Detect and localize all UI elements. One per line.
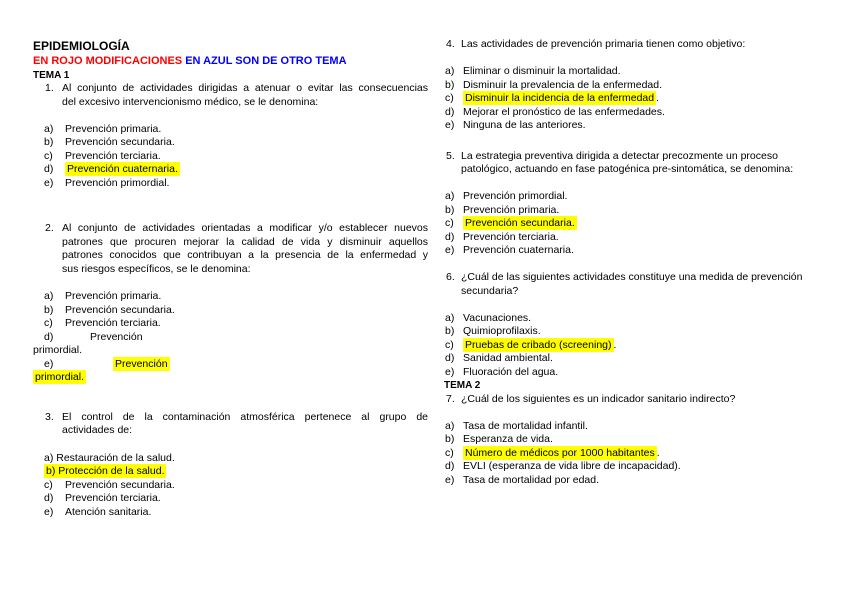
question-3 xyxy=(33,411,433,452)
option-row xyxy=(444,474,844,488)
question-7-options xyxy=(444,420,844,488)
question-text xyxy=(461,271,833,312)
question-line: patrones conocidos que contribuyan a la presencia de la enfermedad y xyxy=(62,249,428,261)
option-text: Prevención secundaria. xyxy=(65,303,175,316)
question-line: patológico, actuando en fase patogénica pre-sintomática, se denomina: xyxy=(461,163,794,175)
option-letter: b) xyxy=(445,433,455,445)
option-row xyxy=(33,492,433,506)
option-letter: b) xyxy=(445,78,455,91)
question-number: 5. xyxy=(446,149,455,162)
option-row xyxy=(33,290,433,304)
option-text xyxy=(113,358,433,372)
option-row-highlighted xyxy=(444,339,844,353)
question-line: Al conjunto de actividades orientadas a modificar y/o establecer nuevos xyxy=(62,222,428,234)
option-letter: d) xyxy=(445,105,455,118)
option-row xyxy=(444,244,844,258)
option-letter: b) xyxy=(44,136,54,148)
option-row xyxy=(33,331,433,345)
legend-red-text: EN ROJO MODIFICACIONES xyxy=(33,55,183,67)
option-text: Prevención primaria. xyxy=(65,122,162,135)
option-text: Prevención secundaria. xyxy=(65,478,175,491)
question-line: sus riesgos específicos, se le denomina: xyxy=(62,262,251,275)
option-row xyxy=(33,304,433,318)
option-letter: d) xyxy=(44,330,54,343)
option-continuation-highlighted xyxy=(33,371,433,385)
option-row xyxy=(444,312,844,326)
option-letter: a) xyxy=(44,122,54,135)
option-row xyxy=(33,123,433,137)
highlighted-answer: Prevención xyxy=(115,357,168,370)
option-letter: d) xyxy=(445,230,455,243)
option-letter: e) xyxy=(44,176,54,189)
option-row-highlighted xyxy=(33,358,433,372)
option-letter: d) xyxy=(445,352,455,364)
option-text xyxy=(65,163,433,177)
option-row xyxy=(444,79,844,93)
option-letter: c) xyxy=(44,149,53,162)
highlighted-answer: Prevención secundaria. xyxy=(465,217,575,229)
question-line: del excesivo intervencionismo médico, se le denomina: xyxy=(62,95,319,108)
option-letter: c) xyxy=(445,92,454,104)
option-letter: c) xyxy=(44,317,53,329)
option-row-highlighted xyxy=(444,92,844,106)
question-number: 6. xyxy=(446,271,455,283)
question-number: 1. xyxy=(45,82,54,94)
option-text: Atención sanitaria. xyxy=(65,505,152,518)
question-line: La estrategia preventiva dirigida a detectar precozmente un proceso xyxy=(461,149,778,162)
highlighted-answer: b) Protección de la salud. xyxy=(46,465,165,477)
option-text: Prevención xyxy=(90,330,143,343)
option-letter: c) xyxy=(445,217,454,229)
question-line: patrones que procuren mejorar la calidad de vida y disminuir aquellos xyxy=(62,235,428,248)
question-2-options xyxy=(33,290,433,385)
option-text: EVLI (esperanza de vida libre de incapacidad). xyxy=(463,460,681,472)
option-letter: a) xyxy=(445,190,455,202)
option-text: Prevención terciaria. xyxy=(65,149,161,162)
option-text: Tasa de mortalidad infantil. xyxy=(463,419,588,432)
option-row xyxy=(444,420,844,434)
legend-line xyxy=(33,55,433,69)
option-text: Vacunaciones. xyxy=(463,311,532,324)
question-2 xyxy=(33,222,433,290)
highlighted-answer: Número de médicos por 1000 habitantes xyxy=(465,446,655,459)
option-row xyxy=(444,119,844,133)
option-text xyxy=(463,339,844,353)
option-text: Esperanza de vida. xyxy=(463,433,553,445)
answer-suffix: . xyxy=(613,338,617,351)
option-text: Fluoración del agua. xyxy=(463,365,559,378)
option-letter: d) xyxy=(44,492,54,504)
option-row-highlighted xyxy=(444,217,844,231)
question-4-options xyxy=(444,65,844,133)
option-letter: a) xyxy=(445,65,455,77)
option-text: Prevención primordial. xyxy=(463,190,568,202)
option-continuation: primordial. xyxy=(33,344,83,356)
question-line: Al conjunto de actividades dirigidas a atenuar o evitar las consecuencias xyxy=(62,82,428,94)
option-text xyxy=(463,447,844,461)
option-row: a) Restauración de la salud. xyxy=(44,451,175,464)
option-row xyxy=(33,177,433,191)
option-letter: b) xyxy=(445,203,455,216)
question-line: Las actividades de prevención primaria tienen como objetivo: xyxy=(461,38,746,50)
page-title: EPIDEMIOLOGÍA xyxy=(33,39,130,53)
option-row xyxy=(444,352,844,366)
option-row-highlighted xyxy=(33,163,433,177)
option-row xyxy=(444,231,844,245)
option-text: Prevención terciaria. xyxy=(65,317,161,329)
option-row xyxy=(444,433,844,447)
question-text xyxy=(461,393,833,420)
highlighted-answer: primordial. xyxy=(35,371,85,383)
highlighted-answer: Pruebas de cribado (screening) xyxy=(465,338,612,351)
option-text: Ninguna de las anteriores. xyxy=(463,119,586,131)
option-row xyxy=(444,106,844,120)
option-letter: e) xyxy=(445,365,455,378)
option-letter: e) xyxy=(445,244,455,256)
question-text xyxy=(62,411,428,452)
option-text: Tasa de mortalidad por edad. xyxy=(463,473,600,486)
option-row xyxy=(444,204,844,218)
option-letter: d) xyxy=(445,460,455,472)
option-text: Sanidad ambiental. xyxy=(463,352,553,364)
option-text: Prevención primordial. xyxy=(65,176,170,189)
right-column xyxy=(444,38,844,487)
question-line: El control de la contaminación atmosférica pertenece al grupo de xyxy=(62,410,428,423)
option-row-highlighted xyxy=(444,447,844,461)
option-text: Disminuir la prevalencia de la enfermedad. xyxy=(463,78,663,91)
option-letter: e) xyxy=(44,505,54,518)
option-letter: a) xyxy=(44,290,54,302)
question-number: 2. xyxy=(45,222,54,234)
question-7 xyxy=(444,393,844,420)
answer-suffix: . xyxy=(656,92,660,104)
option-letter: c) xyxy=(445,338,454,351)
question-text xyxy=(62,222,428,290)
option-row-highlighted xyxy=(44,465,433,479)
option-row xyxy=(33,136,433,150)
question-line: ¿Cuál de los siguientes es un indicador sanitario indirecto? xyxy=(461,392,736,405)
option-text: Prevención secundaria. xyxy=(65,136,175,148)
option-row xyxy=(33,150,433,164)
option-letter: a) xyxy=(445,419,455,432)
option-text: Prevención cuaternaria. xyxy=(463,244,574,256)
option-text: Prevención terciaria. xyxy=(463,230,559,243)
option-row xyxy=(444,460,844,474)
option-row xyxy=(33,506,433,520)
option-letter: d) xyxy=(44,163,54,175)
highlighted-answer: Prevención cuaternaria. xyxy=(67,163,178,175)
option-text: Prevención primaria. xyxy=(65,290,162,302)
question-text xyxy=(461,38,833,65)
option-row xyxy=(444,366,844,380)
question-line: actividades de: xyxy=(62,424,133,436)
option-letter: e) xyxy=(445,473,455,486)
option-row xyxy=(444,65,844,79)
option-row xyxy=(33,479,433,493)
highlighted-answer: Disminuir la incidencia de la enfermedad xyxy=(465,92,655,104)
question-1 xyxy=(33,82,433,123)
option-letter: c) xyxy=(445,446,454,459)
option-text: Quimioprofilaxis. xyxy=(463,325,541,337)
question-5 xyxy=(444,150,844,191)
option-letter: b) xyxy=(445,325,455,337)
question-text xyxy=(461,150,833,191)
option-text: Eliminar o disminuir la mortalidad. xyxy=(463,65,621,77)
question-number: 4. xyxy=(446,38,455,50)
question-6 xyxy=(444,271,844,312)
option-letter: b) xyxy=(44,303,54,316)
option-text: Prevención terciaria. xyxy=(65,492,161,504)
question-line: ¿Cuál de las siguientes actividades constituye una medida de prevención xyxy=(461,271,803,283)
option-row xyxy=(444,190,844,204)
tema1-heading: TEMA 1 xyxy=(33,69,70,81)
option-text xyxy=(463,217,844,231)
question-text xyxy=(62,82,428,123)
question-4 xyxy=(444,38,844,65)
option-text: Prevención primaria. xyxy=(463,203,560,216)
question-1-options xyxy=(33,123,433,191)
question-number: 3. xyxy=(45,410,54,423)
option-letter: c) xyxy=(44,478,53,491)
question-6-options xyxy=(444,312,844,380)
answer-suffix: . xyxy=(656,446,660,459)
option-letter: e) xyxy=(445,119,455,131)
question-5-options xyxy=(444,190,844,258)
tema2-heading: TEMA 2 xyxy=(444,380,481,391)
question-3-options xyxy=(33,452,433,520)
question-number: 7. xyxy=(446,392,455,405)
option-text xyxy=(463,92,844,106)
option-letter: a) xyxy=(445,311,455,324)
question-line: secundaria? xyxy=(461,284,519,297)
legend-blue-text: EN AZUL SON DE OTRO TEMA xyxy=(185,55,347,67)
option-text: Mejorar el pronóstico de las enfermedades. xyxy=(463,105,665,118)
option-row xyxy=(33,317,433,331)
option-row xyxy=(444,325,844,339)
left-column xyxy=(33,38,433,519)
option-letter: e) xyxy=(44,357,54,370)
